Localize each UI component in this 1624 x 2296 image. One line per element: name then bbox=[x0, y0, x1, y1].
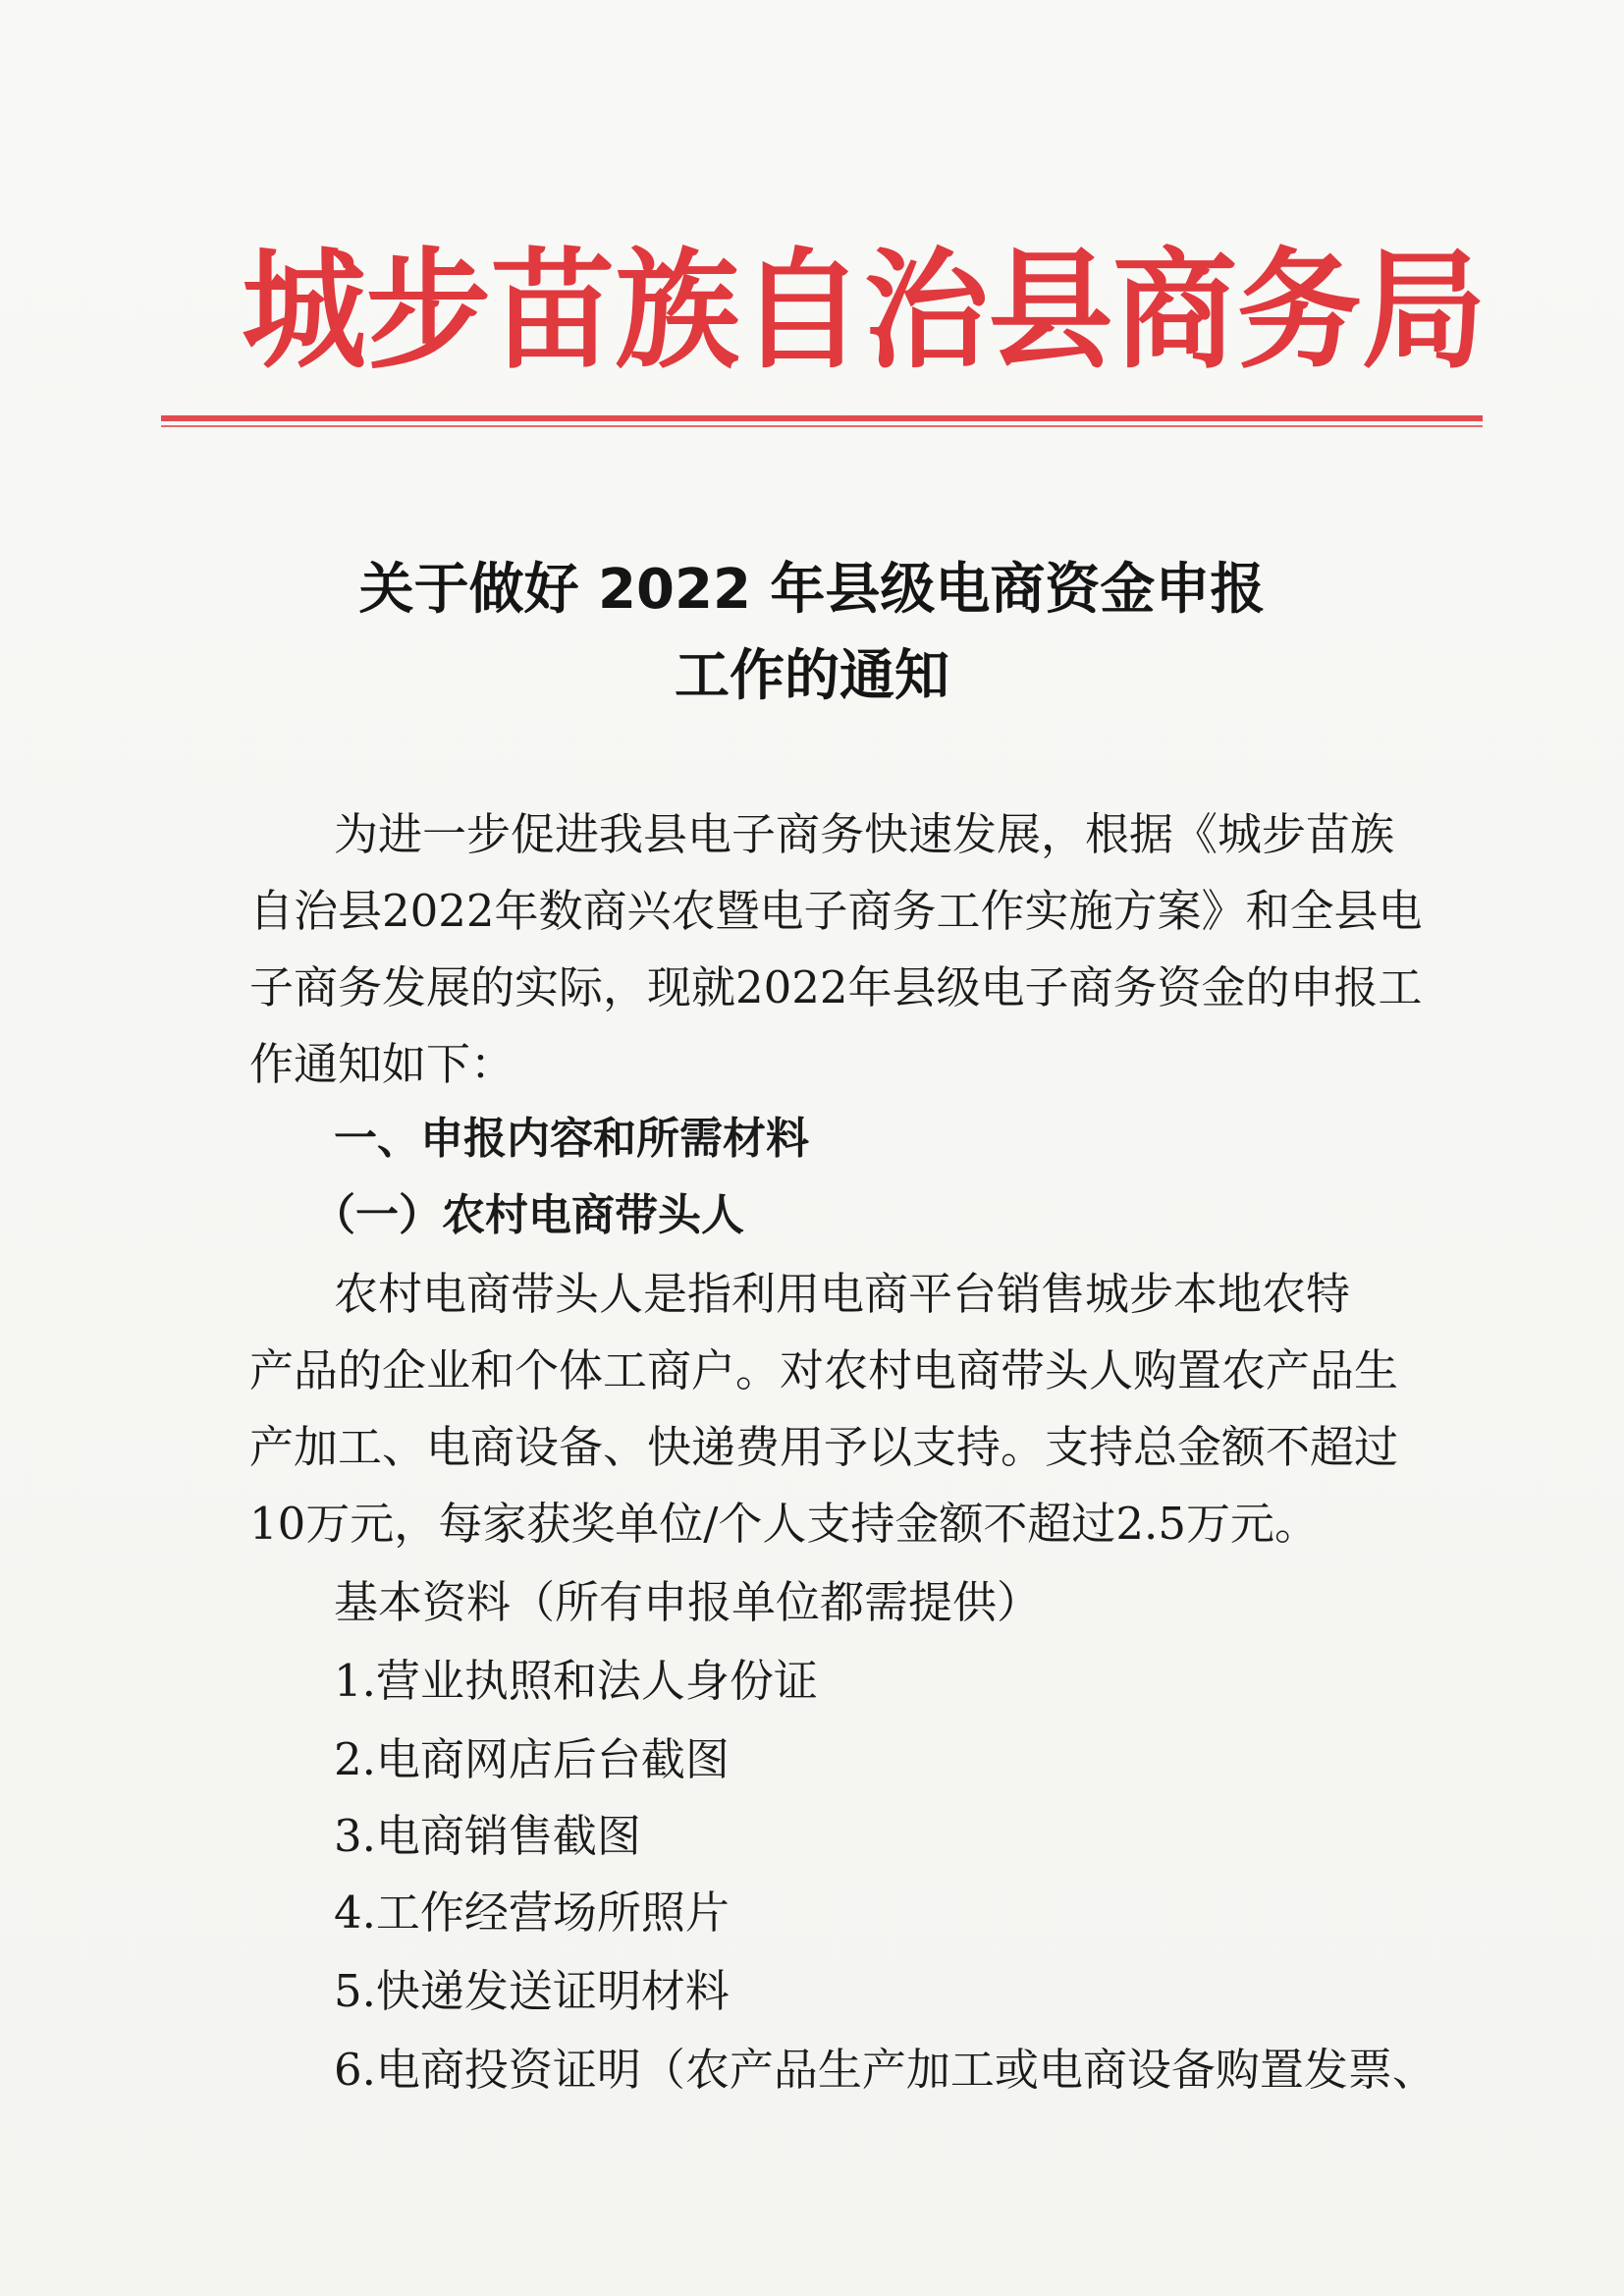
section-1-heading: 一、申报内容和所需材料 bbox=[334, 1114, 809, 1164]
materials-item-1: 1.营业执照和法人身份证 bbox=[334, 1655, 818, 1707]
subsection-1-para-line-4: 10万元，每家获奖单位/个人支持金额不超过2.5万元。 bbox=[249, 1498, 1319, 1550]
letterhead-divider-thin bbox=[161, 425, 1483, 427]
materials-item-6: 6.电商投资证明（农产品生产加工或电商设备购置发票、 bbox=[334, 2044, 1436, 2096]
intro-line-3: 子商务发展的实际，现就2022年县级电子商务资金的申报工 bbox=[249, 961, 1423, 1013]
materials-item-4: 4.工作经营场所照片 bbox=[334, 1886, 730, 1939]
document-title-line-1: 关于做好 2022 年县级电商资金申报 bbox=[358, 558, 1266, 622]
subsection-1-para-line-2: 产品的企业和个体工商户。对农村电商带头人购置农产品生 bbox=[249, 1344, 1399, 1396]
subsection-1-heading: （一）农村电商带头人 bbox=[312, 1190, 744, 1240]
document-title-line-2: 工作的通知 bbox=[675, 644, 949, 708]
letterhead-divider-thick bbox=[161, 415, 1483, 421]
materials-item-2: 2.电商网店后台截图 bbox=[334, 1733, 730, 1785]
basic-materials-label: 基本资料（所有申报单位都需提供） bbox=[334, 1576, 1042, 1628]
agency-letterhead: 城步苗族自治县商务局 bbox=[242, 236, 1487, 387]
subsection-1-para-line-3: 产加工、电商设备、快递费用予以支持。支持总金额不超过 bbox=[249, 1421, 1399, 1473]
intro-line-2: 自治县2022年数商兴农暨电子商务工作实施方案》和全县电 bbox=[249, 885, 1423, 937]
subsection-1-para-line-1: 农村电商带头人是指利用电商平台销售城步本地农特 bbox=[334, 1268, 1351, 1320]
intro-line-1: 为进一步促进我县电子商务快速发展，根据《城步苗族 bbox=[334, 808, 1395, 860]
intro-line-4: 作通知如下： bbox=[249, 1038, 515, 1090]
materials-item-5: 5.快递发送证明材料 bbox=[334, 1965, 730, 2017]
materials-item-3: 3.电商销售截图 bbox=[334, 1810, 641, 1862]
